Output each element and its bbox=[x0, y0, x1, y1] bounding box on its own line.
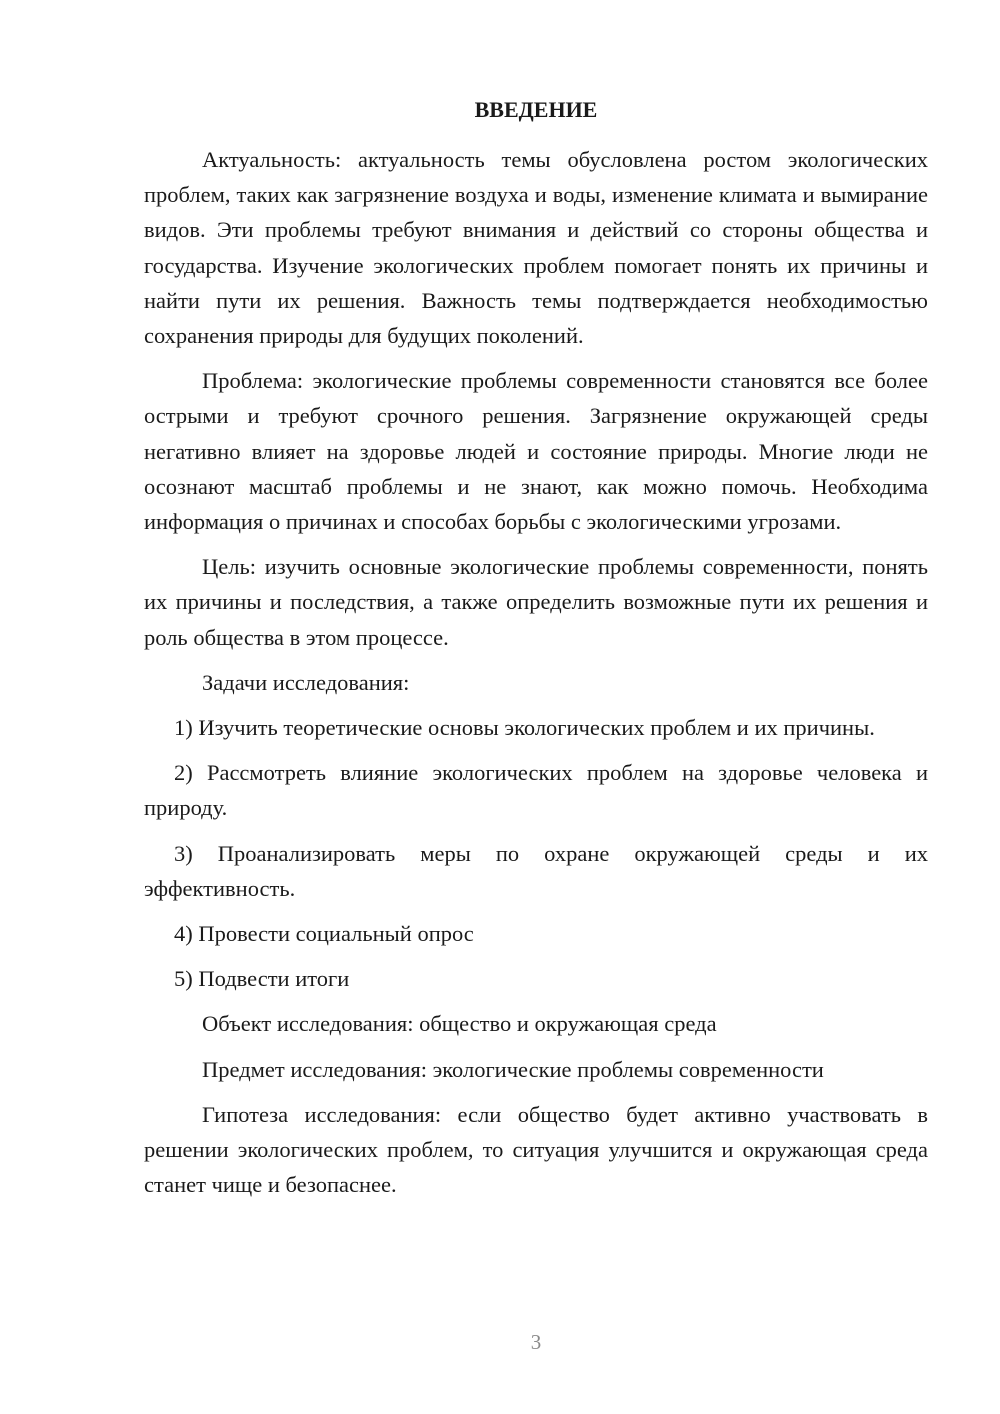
relevance-paragraph: Актуальность: актуальность темы обусловлена ростом экологических проблем, таких как загрязнение воздуха и воды, изменение климата и вымирание видов. Эти проблемы требуют внимания и действий со стороны общества и государства. Изучение экологических проблем помогает понять их причины и найти пути их решения. Важность темы подтверждается необходимостью сохранения природы для будущих поколений. bbox=[144, 147, 928, 349]
list-item: 1) Изучить теоретические основы экологических проблем и их причины. bbox=[174, 715, 875, 741]
list-item: 2) Рассмотреть влияние экологических проблем на здоровье человека и природу. bbox=[144, 760, 928, 821]
research-object: Объект исследования: общество и окружающая среда bbox=[202, 1011, 717, 1037]
page-title: ВВЕДЕНИЕ bbox=[474, 97, 598, 122]
list-item: 3) Проанализировать меры по охране окружающей среды и их эффективность. bbox=[144, 840, 928, 901]
page-content bbox=[144, 92, 928, 1212]
list-item: 4) Провести социальный опрос bbox=[174, 921, 474, 947]
goal-paragraph: Цель: изучить основные экологические проблемы современности, понять их причины и последствия, а также определить возможные пути их решения и роль общества в этом процессе. bbox=[144, 554, 928, 650]
problem-paragraph: Проблема: экологические проблемы современности становятся все более острыми и требуют срочного решения. Загрязнение окружающей среды негативно влияет на здоровье людей и состояние природы. Многие люди не осознают масштаб проблемы и не знают, как можно помочь. Необходима информация о причинах и способах борьбы с экологическими угрозами. bbox=[144, 368, 928, 535]
tasks-list bbox=[144, 710, 928, 996]
research-hypothesis: Гипотеза исследования: если общество будет активно участвовать в решении экологических проблем, то ситуация улучшится и окружающая среда станет чище и безопаснее. bbox=[144, 1101, 928, 1198]
tasks-heading: Задачи исследования: bbox=[202, 669, 410, 695]
list-item: 5) Подвести итоги bbox=[174, 966, 350, 992]
page-number: 3 bbox=[530, 1330, 542, 1354]
research-subject: Предмет исследования: экологические проблемы современности bbox=[202, 1056, 824, 1082]
